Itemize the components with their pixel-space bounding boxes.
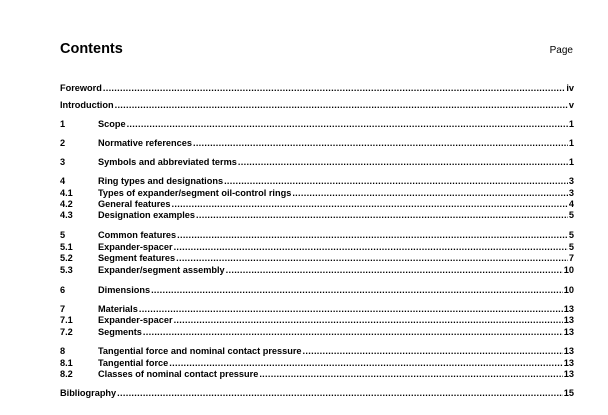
toc-entry-title: Symbols and abbreviated terms (98, 157, 237, 167)
toc-dot-leader (143, 326, 563, 339)
toc-dot-leader (127, 118, 568, 131)
toc-entry-page: 3 (568, 176, 574, 186)
toc-entry-title: Materials (98, 304, 138, 314)
toc-entry-title: Foreword (60, 83, 102, 93)
toc-dot-leader (259, 368, 562, 381)
toc-entry-title: Bibliography (60, 388, 117, 398)
toc-entry-title: Tangential force (98, 358, 169, 368)
toc-entry[interactable] (60, 284, 574, 297)
toc-entry-page: 5 (568, 230, 574, 240)
toc-entry-page: 1 (568, 157, 574, 167)
toc-entry-page: 5 (568, 242, 574, 252)
toc-entry-title: Ring types and designations (98, 176, 224, 186)
toc-entry-title: Classes of nominal contact pressure (98, 369, 259, 379)
toc-entry[interactable] (60, 264, 574, 277)
toc-entry-title: Scope (98, 119, 126, 129)
toc-entry-title: Dimensions (98, 285, 151, 295)
toc-entry-page: 10 (563, 265, 574, 275)
toc-entry-title: Common features (98, 230, 177, 240)
page-column-label: Page (549, 45, 573, 56)
toc-entry[interactable] (60, 99, 574, 112)
toc-entry-title: Segment features (98, 253, 176, 263)
toc-entry-number: 2 (60, 138, 66, 148)
toc-entry-title: General features (98, 199, 171, 209)
toc-entry-page: 1 (568, 119, 574, 129)
toc-entry[interactable] (60, 326, 574, 339)
page-title: Contents (60, 41, 123, 57)
toc-dot-leader (193, 137, 568, 150)
toc-entry-number: 8 (60, 346, 66, 356)
toc-entry-number: 5.2 (60, 253, 73, 263)
toc-dot-leader (117, 387, 563, 400)
toc-entry-page: 13 (563, 304, 574, 314)
toc-entry-number: 6 (60, 285, 66, 295)
toc-entry-title: Normative references (98, 138, 192, 148)
toc-dot-leader (115, 99, 568, 112)
toc-dot-leader (103, 82, 565, 95)
toc-entry-number: 5.3 (60, 265, 73, 275)
toc-entry-title: Segments (98, 327, 142, 337)
toc-entry-page: 10 (563, 285, 574, 295)
toc-entry-page: v (568, 100, 574, 110)
toc-entry[interactable] (60, 82, 574, 95)
toc-entry-title: Designation examples (98, 210, 196, 220)
toc-entry-number: 1 (60, 119, 66, 129)
toc-entry-number: 7 (60, 304, 66, 314)
toc-entry-number: 4 (60, 176, 66, 186)
toc-entry-number: 4.3 (60, 210, 73, 220)
toc-dot-leader (226, 264, 563, 277)
toc-entry-page: 13 (563, 346, 574, 356)
toc-entry-number: 5.1 (60, 242, 73, 252)
toc-entry-title: Expander-spacer (98, 315, 173, 325)
toc-entry-title: Tangential force and nominal contact pressure (98, 346, 302, 356)
toc-entry-title: Introduction (60, 100, 114, 110)
toc-entry-page: 7 (568, 253, 574, 263)
toc-entry-number: 4.1 (60, 188, 73, 198)
toc-entry[interactable] (60, 209, 574, 222)
toc-entry-page: 4 (568, 199, 574, 209)
toc-entry-page: 15 (563, 388, 574, 398)
toc-entry[interactable] (60, 368, 574, 381)
toc-entry-page: iv (566, 83, 574, 93)
toc-entry[interactable] (60, 387, 574, 400)
toc-entry[interactable] (60, 156, 574, 169)
toc-entry-number: 8.2 (60, 369, 73, 379)
toc-entry-number: 7.1 (60, 315, 73, 325)
toc-entry-page: 13 (563, 315, 574, 325)
toc-entry-title: Types of expander/segment oil-control rings (98, 188, 292, 198)
toc-entry-page: 5 (568, 210, 574, 220)
toc-entry-number: 4.2 (60, 199, 73, 209)
toc-entry-page: 13 (563, 358, 574, 368)
toc-entry[interactable] (60, 118, 574, 131)
toc-entry-number: 3 (60, 157, 66, 167)
toc-entry-page: 1 (568, 138, 574, 148)
toc-entry-page: 3 (568, 188, 574, 198)
toc-entry-title: Expander/segment assembly (98, 265, 225, 275)
toc-entry-number: 8.1 (60, 358, 73, 368)
toc-entry-number: 5 (60, 230, 66, 240)
toc-entry-page: 13 (563, 369, 574, 379)
toc-dot-leader (238, 156, 568, 169)
toc-entry[interactable] (60, 137, 574, 150)
toc-entry-number: 7.2 (60, 327, 73, 337)
toc-dot-leader (151, 284, 563, 297)
toc-entry-page: 13 (563, 327, 574, 337)
toc-entry-title: Expander-spacer (98, 242, 173, 252)
toc-dot-leader (196, 209, 568, 222)
